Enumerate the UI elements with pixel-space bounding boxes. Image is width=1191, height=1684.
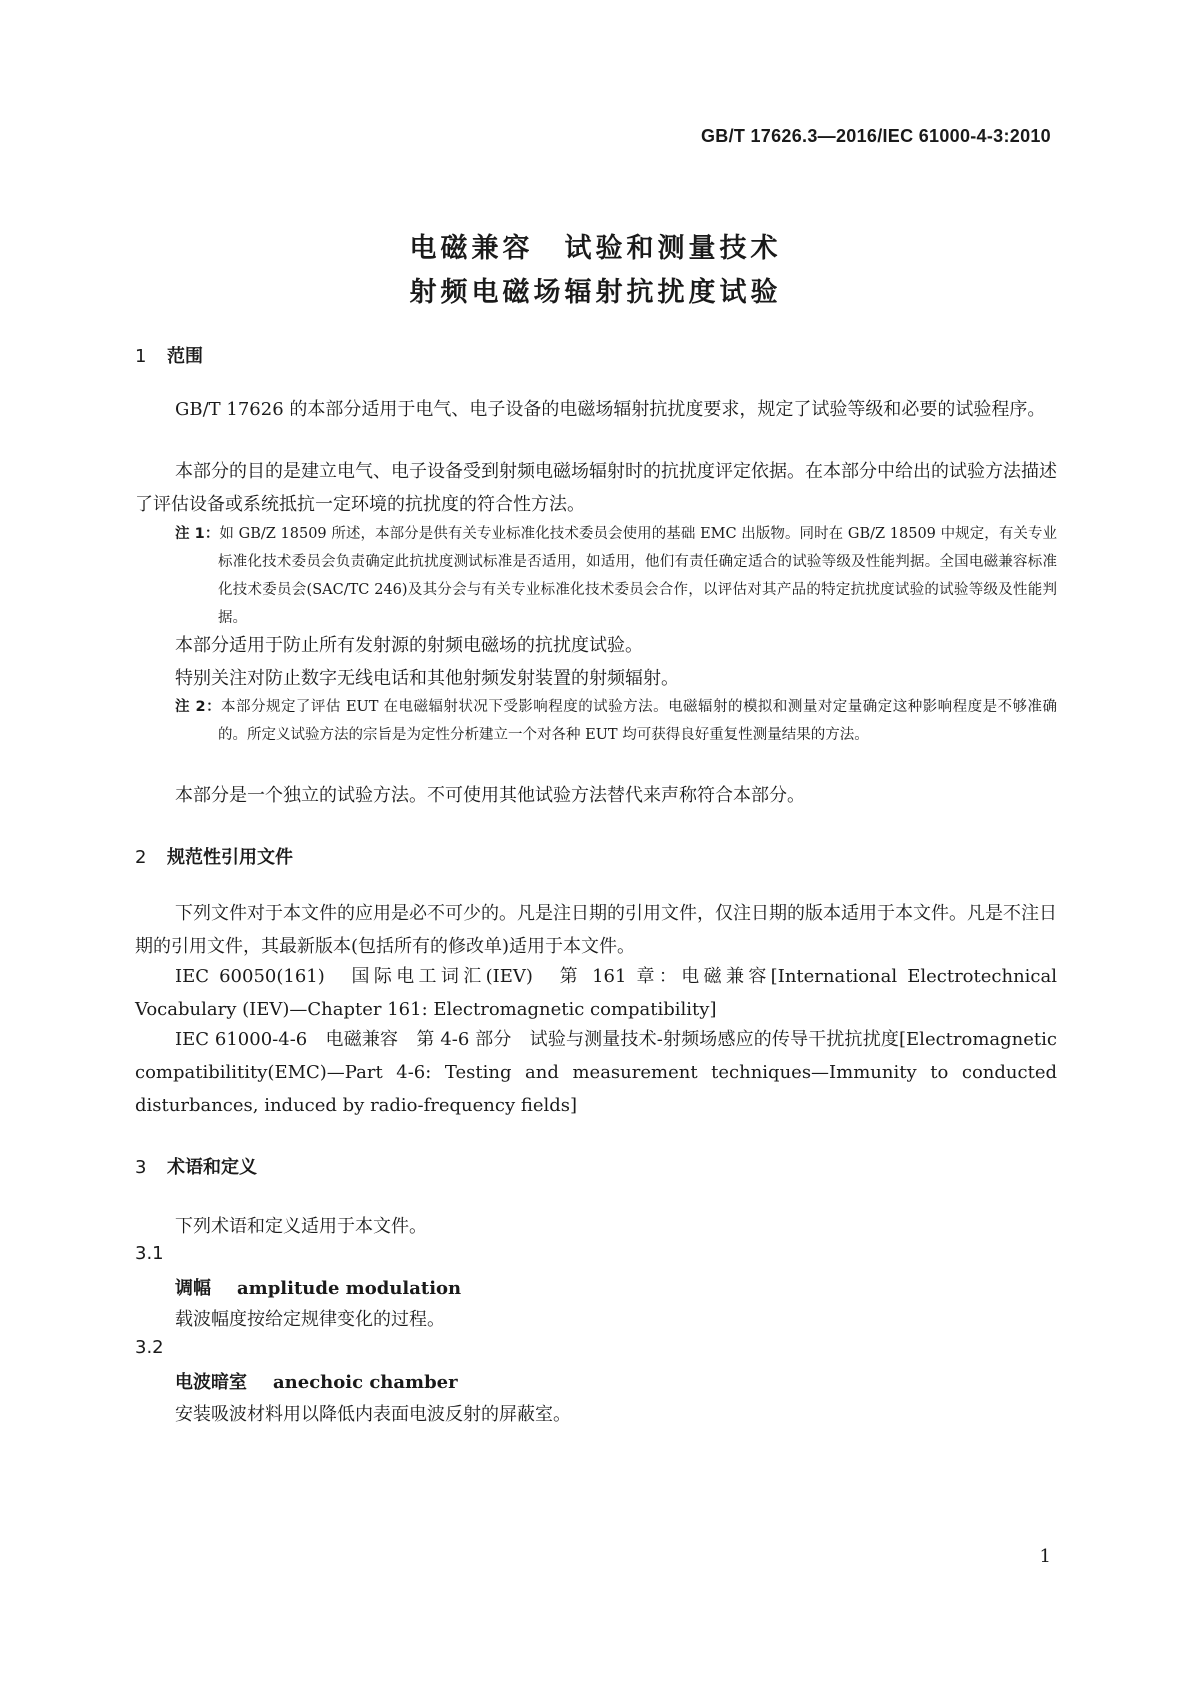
paragraph-text: GB/T 17626 的本部分适用于电气、电子设备的电磁场辐射抗扰度要求，规定了试验等级和必要的试验程序。 <box>175 399 1046 420</box>
paragraph: 本部分适用于防止所有发射源的射频电磁场的抗扰度试验。 <box>175 635 643 656</box>
section-number: 1 <box>135 346 147 367</box>
note-label: 注 1： <box>175 526 220 542</box>
reference-text: IEC 61000-4-6 电磁兼容 第 4-6 部分 试验与测量技术-射频场感应的传导干扰抗扰度[Electromagnetic compatibilitity(EMC)—Part 4-6: Testing and measurement techniques—Immunity to conducted disturbances, induced by radio-frequency fields] <box>135 1029 1057 1116</box>
term-title <box>175 1368 458 1394</box>
term-en: anechoic chamber <box>273 1372 458 1393</box>
section-number: 3 <box>135 1157 147 1178</box>
section-title: 术语和定义 <box>167 1157 257 1178</box>
term-zh: 电波暗室 <box>175 1372 247 1393</box>
term-en: amplitude modulation <box>237 1278 462 1299</box>
paragraph <box>135 897 1057 963</box>
title-line-2: 射频电磁场辐射抗扰度试验 <box>409 277 782 308</box>
section-number: 2 <box>135 847 147 868</box>
section-2-heading <box>135 843 293 869</box>
reference-text: IEC 60050(161) 国际电工词汇(IEV) 第 161 章：电磁兼容[International Electrotechnical Vocabulary (IEV)—Chapter 161: Electromagnetic compatibility] <box>135 966 1057 1020</box>
section-1-heading <box>135 342 203 368</box>
term-definition: 载波幅度按给定规律变化的过程。 <box>175 1309 445 1330</box>
note-label: 注 2： <box>175 699 222 715</box>
reference-1 <box>135 960 1057 1026</box>
page-number: 1 <box>1039 1546 1051 1567</box>
paragraph: 本部分是一个独立的试验方法。不可使用其他试验方法替代来声称符合本部分。 <box>175 785 805 806</box>
note-text: 如 GB/Z 18509 所述，本部分是供有关专业标准化技术委员会使用的基础 EMC 出版物。同时在 GB/Z 18509 中规定，有关专业标准化技术委员会负责确定此抗扰度测试标准是否适用，如适用，他们有责任确定适合的试验等级及性能判据。全国电磁兼容标准化技术委员会(SAC/TC 246)及其分会与有关专业标准化技术委员会合作，以评估对其产品的特定抗扰度试验的试验等级及性能判据。 <box>218 526 1058 626</box>
section-title: 范围 <box>167 346 203 367</box>
note-2 <box>175 693 1057 749</box>
term-zh: 调幅 <box>175 1278 211 1299</box>
standard-code: GB/T 17626.3—2016/IEC 61000-4-3:2010 <box>700 126 1051 146</box>
paragraph: 下列术语和定义适用于本文件。 <box>175 1216 427 1237</box>
term-number: 3.1 <box>135 1243 164 1264</box>
section-title: 规范性引用文件 <box>167 847 293 868</box>
note-1 <box>175 520 1057 632</box>
paragraph-text: 下列文件对于本文件的应用是必不可少的。凡是注日期的引用文件，仅注日期的版本适用于本文件。凡是不注日期的引用文件，其最新版本(包括所有的修改单)适用于本文件。 <box>135 903 1057 957</box>
term-title <box>175 1274 461 1300</box>
paragraph <box>135 393 1057 426</box>
paragraph: 特别关注对防止数字无线电话和其他射频发射装置的射频辐射。 <box>175 668 679 689</box>
title-line-1: 电磁兼容 试验和测量技术 <box>409 233 782 264</box>
paragraph-text: 本部分的目的是建立电气、电子设备受到射频电磁场辐射时的抗扰度评定依据。在本部分中给出的试验方法描述了评估设备或系统抵抗一定环境的抗扰度的符合性方法。 <box>135 461 1057 515</box>
term-definition: 安装吸波材料用以降低内表面电波反射的屏蔽室。 <box>175 1404 571 1425</box>
term-number: 3.2 <box>135 1337 164 1358</box>
reference-2 <box>135 1023 1057 1122</box>
paragraph <box>135 455 1057 521</box>
note-text: 本部分规定了评估 EUT 在电磁辐射状况下受影响程度的试验方法。电磁辐射的模拟和测量对定量确定这种影响程度是不够准确的。所定义试验方法的宗旨是为定性分析建立一个对各种 EUT 均可获得良好重复性测量结果的方法。 <box>218 699 1057 743</box>
section-3-heading <box>135 1153 257 1179</box>
